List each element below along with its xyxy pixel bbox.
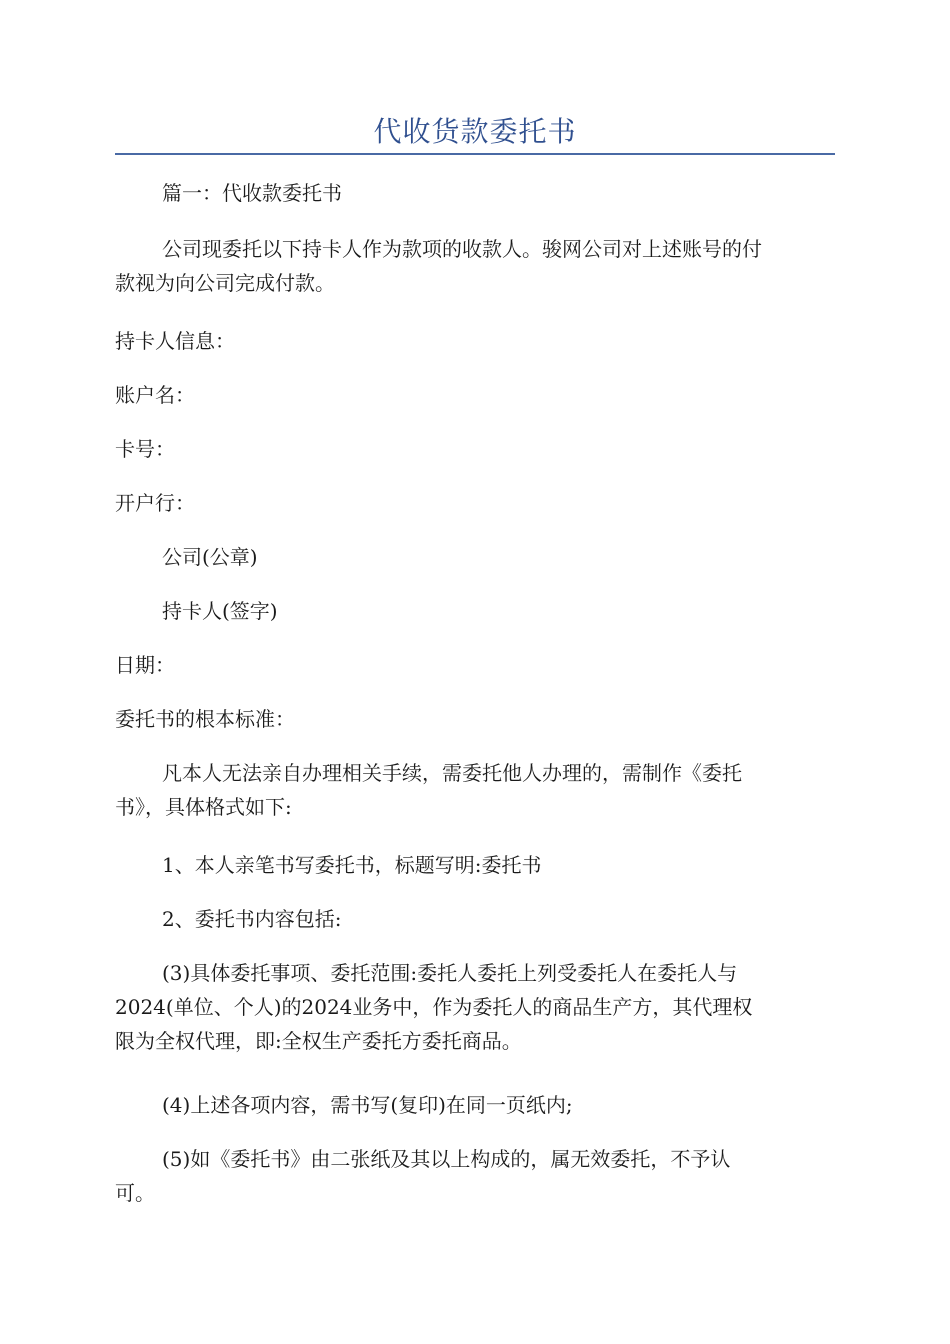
paragraph-cardholder-info	[115, 324, 835, 358]
paragraph-section-heading	[162, 176, 835, 210]
text-line: 篇一：代收款委托书	[162, 181, 342, 205]
text-line: 书》，具体格式如下:	[115, 795, 292, 819]
text-line: 公司现委托以下持卡人作为款项的收款人。骏网公司对上述账号的付	[162, 237, 762, 261]
text-line: 卡号：	[115, 437, 175, 461]
text-line: 1、本人亲笔书写委托书，标题写明:委托书	[162, 853, 542, 877]
text-line: 持卡人信息：	[115, 329, 235, 353]
text-line: 2024(单位、个人)的2024业务中，作为委托人的商品生产方，其代理权	[115, 995, 753, 1019]
text-line: 账户名：	[115, 383, 195, 407]
paragraph-company-seal	[162, 540, 835, 574]
text-line: 公司(公章)	[162, 545, 258, 569]
text-line: (4)上述各项内容，需书写(复印)在同一页纸内;	[162, 1093, 573, 1117]
text-line: 持卡人(签字)	[162, 599, 278, 623]
text-line: 款视为向公司完成付款。	[115, 271, 335, 295]
paragraph-intro	[115, 232, 835, 300]
text-line: 日期：	[115, 653, 175, 677]
text-line: 2、委托书内容包括:	[162, 907, 342, 931]
paragraph-item-1	[162, 848, 835, 882]
text-line: 委托书的根本标准：	[115, 707, 295, 731]
paragraph-item-5	[115, 1142, 835, 1210]
paragraph-format-intro	[115, 756, 835, 824]
paragraph-account-name	[115, 378, 835, 412]
paragraph-bank	[115, 486, 835, 520]
paragraph-date	[115, 648, 835, 682]
paragraph-item-2	[162, 902, 835, 936]
text-line: 凡本人无法亲自办理相关手续，需委托他人办理的，需制作《委托	[162, 761, 742, 785]
paragraph-item-3	[115, 956, 835, 1058]
text-line: 可。	[115, 1181, 155, 1205]
text-line: (3)具体委托事项、委托范围:委托人委托上列受委托人在委托人与	[162, 961, 738, 985]
paragraph-card-number	[115, 432, 835, 466]
title-underline	[115, 153, 835, 155]
text-line: 限为全权代理，即:全权生产委托方委托商品。	[115, 1029, 522, 1053]
text-line: (5)如《委托书》由二张纸及其以上构成的，属无效委托，不予认	[162, 1147, 731, 1171]
document-title: 代收货款委托书	[373, 115, 577, 148]
paragraph-cardholder-signature	[162, 594, 835, 628]
text-line: 开户行：	[115, 491, 195, 515]
paragraph-item-4	[162, 1088, 835, 1122]
paragraph-standard-heading	[115, 702, 835, 736]
